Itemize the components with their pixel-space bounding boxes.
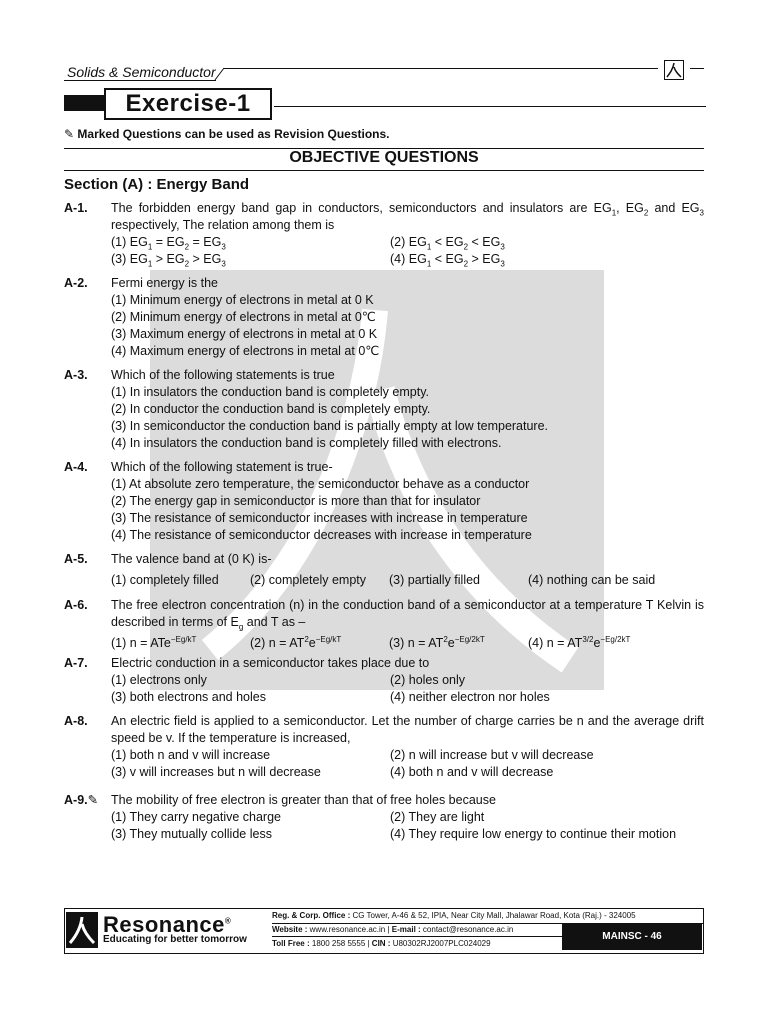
answer-option: (2) The energy gap in semiconductor is more than that for insulator	[111, 494, 481, 508]
answer-option: (4) Maximum energy of electrons in metal at 0℃	[111, 344, 380, 358]
answer-option: (1) n = ATe$^{-Eg/kT}$	[111, 634, 197, 650]
marked-note	[64, 127, 390, 141]
question-text: Fermi energy is the	[111, 276, 218, 290]
cin-label: CIN :	[371, 939, 391, 948]
tollfree-number: 1800 258 5555	[311, 939, 366, 948]
answer-option: (4) neither electron nor holes	[390, 690, 550, 704]
answer-option: (4) nothing can be said	[528, 573, 656, 587]
answer-option: (1) They carry negative charge	[111, 810, 281, 824]
footer-divider-2	[272, 936, 562, 937]
resonance-logo-icon	[664, 60, 684, 80]
question-number: A-9.✎	[64, 793, 99, 807]
question-number: A-7.	[64, 656, 88, 670]
question-text: The mobility of free electron is greater than that of free holes because	[111, 793, 496, 807]
question-number: A-5.	[64, 552, 88, 566]
answer-option: (3) $EG_1 > EG_2 > EG_3$	[111, 252, 226, 269]
answer-option: (1) completely filled	[111, 573, 219, 587]
question-text: The free electron concentration (n) in the conduction band of a semiconductor at a temperature T Kelvin is described in terms of $E_g$ and T as –	[111, 598, 704, 632]
question-text: The forbidden energy band gap in conductors, semiconductors and insulators are $EG_1$, $EG_2$ and $EG_3$ respectively, The relation among them is	[111, 201, 704, 232]
footer-tagline: Educating for better tomorrow	[103, 934, 247, 945]
email-label: E-mail :	[391, 925, 421, 934]
question-number: A-6.	[64, 598, 88, 612]
pencil-icon: ✎	[64, 127, 75, 141]
question-text: The valence band at (0 K) is-	[111, 552, 272, 566]
question-number: A-4.	[64, 460, 88, 474]
registered-mark: ®	[224, 916, 232, 926]
email-link[interactable]: contact@resonance.ac.in	[422, 925, 514, 934]
answer-option: (4) $n = AT^{3/2}e^{-Eg/2kT}$	[528, 634, 631, 650]
answer-option: (4) both n and v will decrease	[390, 765, 554, 779]
answer-option: (3) partially filled	[389, 573, 481, 587]
topic-title: Solids & Semiconductor	[67, 64, 216, 80]
website-label: Website :	[272, 925, 308, 934]
answer-option: (2) $n = AT^2e^{-Eg/kT}$	[250, 634, 342, 650]
exercise-heading-text: Exercise-1	[125, 90, 251, 117]
office-label: Reg. & Corp. Office :	[272, 911, 351, 920]
answer-option: (4) $EG_1 < EG_2 > EG_3$	[390, 252, 505, 269]
resonance-footer-logo-icon	[66, 912, 98, 948]
tollfree-label: Toll Free :	[272, 939, 310, 948]
answer-option: (2) completely empty	[250, 573, 367, 587]
exercise-bar-block	[64, 95, 108, 111]
header-rule-top	[224, 68, 658, 69]
answer-option: (4) The resistance of semiconductor decreases with increase in temperature	[111, 528, 532, 542]
question-number: A-8.	[64, 714, 88, 728]
question-text: Which of the following statement is true-	[111, 460, 333, 474]
answer-option: (1) In insulators the conduction band is completely empty.	[111, 385, 429, 399]
answer-option: (1) At absolute zero temperature, the semiconductor behave as a conductor	[111, 477, 530, 491]
pencil-icon: ✎	[87, 793, 99, 807]
answer-option: (4) They require low energy to continue their motion	[390, 827, 677, 841]
answer-option: (2) n will increase but v will decrease	[390, 748, 594, 762]
exercise-heading	[104, 88, 272, 120]
answer-option: (3) v will increases but n will decrease	[111, 765, 321, 779]
question-number: A-3.	[64, 368, 88, 382]
answer-option: (3) $n = AT^2e^{-Eg/2kT}$	[389, 634, 485, 650]
exercise-bar-line	[274, 106, 706, 107]
question-text: Electric conduction in a semiconductor takes place due to	[111, 656, 430, 670]
answer-option: (3) The resistance of semiconductor increases with increase in temperature	[111, 511, 528, 525]
page-code: MAINSC - 46	[562, 923, 702, 950]
answer-option: (2) Minimum energy of electrons in metal at 0℃	[111, 310, 376, 324]
answer-option: (1) electrons only	[111, 673, 207, 687]
question-text: Which of the following statements is true	[111, 368, 335, 382]
marked-note-text: Marked Questions can be used as Revision Questions.	[77, 127, 390, 141]
answer-option: (2) $EG_1 < EG_2 < EG_3$	[390, 235, 505, 252]
website-link[interactable]: www.resonance.ac.in	[309, 925, 386, 934]
cin-number: U80302RJ2007PLC024029	[392, 939, 491, 948]
answer-option: (1) $EG_1 = EG_2 = EG_3$	[111, 235, 226, 252]
footer-website: Website : www.resonance.ac.in | E-mail : contact@resonance.ac.in	[272, 925, 514, 934]
question-text: An electric field is applied to a semiconductor. Let the number of charge carries be n and the average drift speed be v. If the temperature is increased,	[111, 714, 704, 745]
answer-option: (1) Minimum energy of electrons in metal at 0 K	[111, 293, 374, 307]
answer-option: (3) They mutually collide less	[111, 827, 272, 841]
footer-contact: Toll Free : 1800 258 5555 | CIN : U80302RJ2007PLC024029	[272, 939, 491, 948]
footer-office	[272, 910, 636, 922]
answer-option: (2) They are light	[390, 810, 485, 824]
answer-option: (2) holes only	[390, 673, 466, 687]
answer-option: (3) Maximum energy of electrons in metal at 0 K	[111, 327, 378, 341]
brand-name: Resonance	[103, 912, 225, 937]
answer-option: (2) In conductor the conduction band is completely empty.	[111, 402, 431, 416]
question-number: A-2.	[64, 276, 88, 290]
header-rule-left	[64, 80, 216, 81]
header-rule-right	[690, 68, 704, 69]
divider-bottom	[64, 170, 704, 171]
answer-option: (3) both electrons and holes	[111, 690, 266, 704]
question-number: A-1.	[64, 201, 88, 215]
office-text: CG Tower, A-46 & 52, IPIA, Near City Mall, Jhalawar Road, Kota (Raj.) - 324005	[352, 911, 636, 920]
answer-option: (4) In insulators the conduction band is completely filled with electrons.	[111, 436, 502, 450]
answer-option: (3) In semiconductor the conduction band is partially empty at low temperature.	[111, 419, 549, 433]
answer-option: (1) both n and v will increase	[111, 748, 271, 762]
section-title: Section (A) : Energy Band	[64, 176, 250, 193]
objective-title: OBJECTIVE QUESTIONS	[289, 149, 479, 166]
